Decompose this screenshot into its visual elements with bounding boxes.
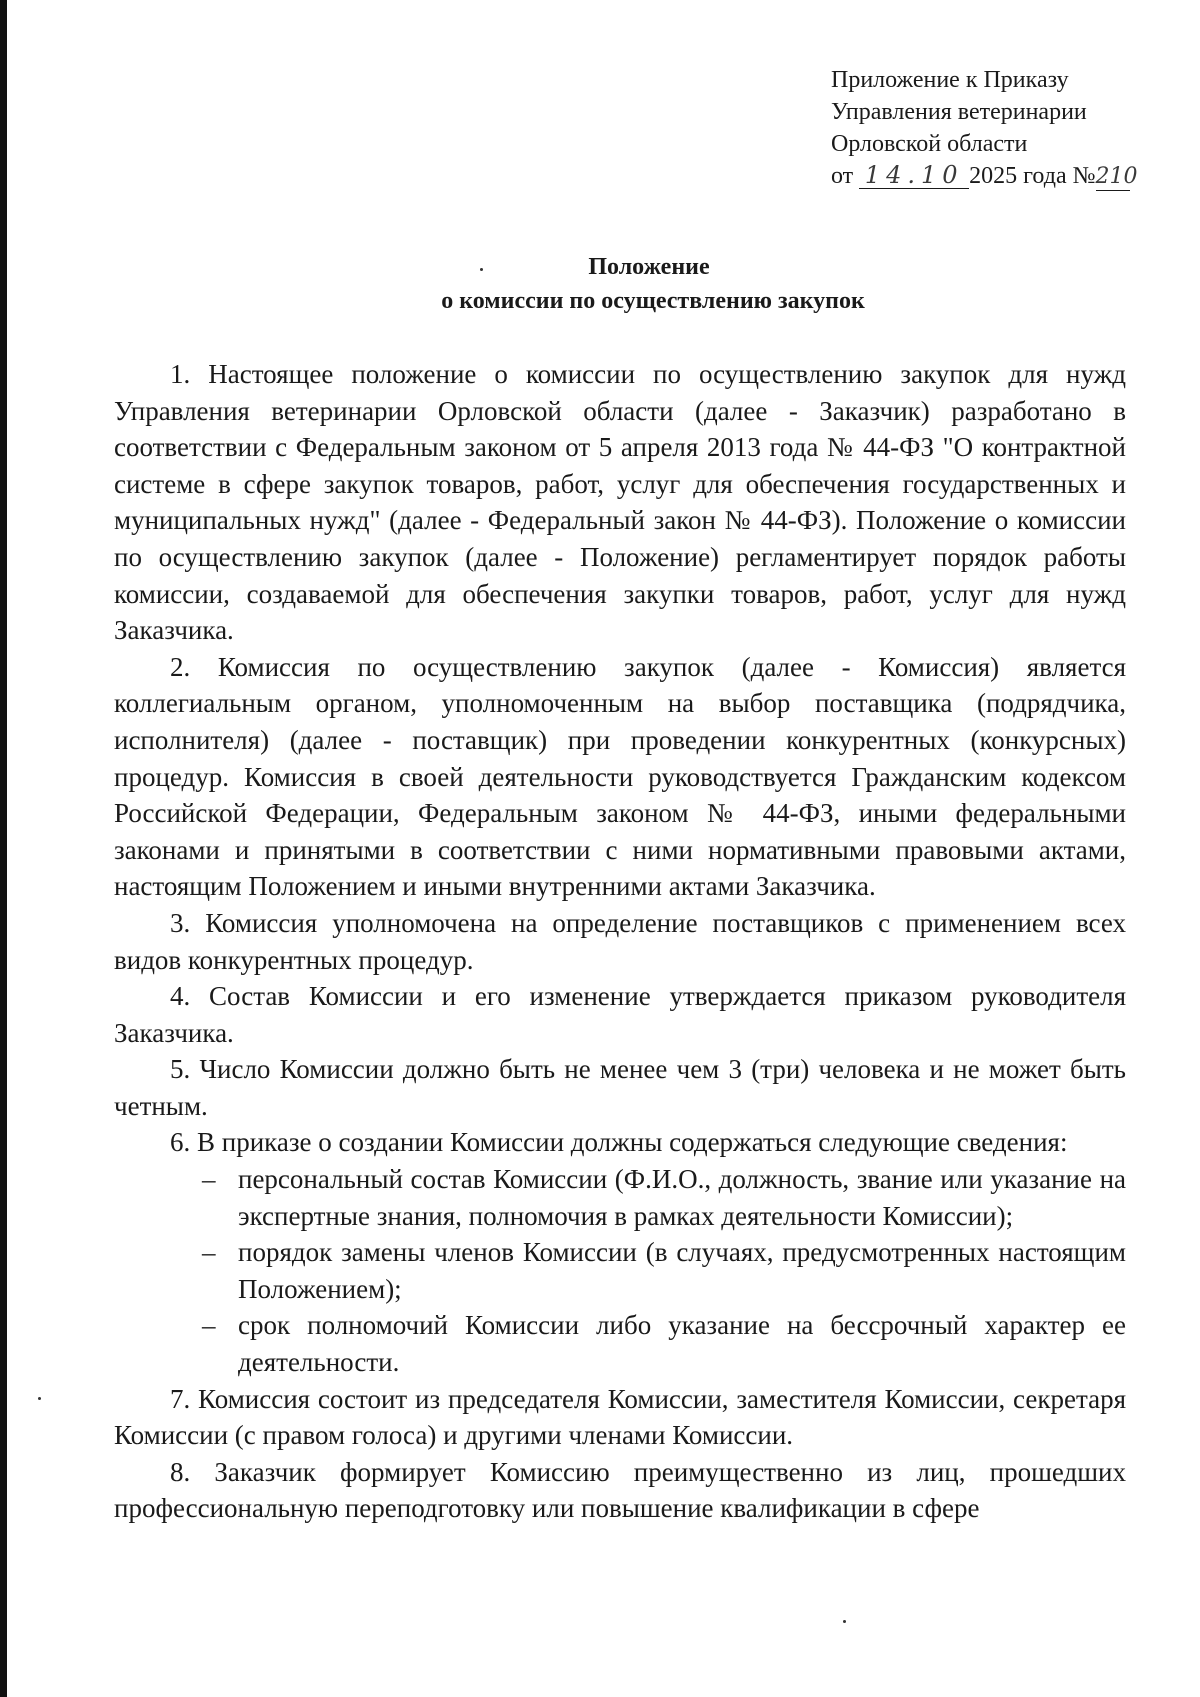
- title-line-2: о комиссии по осуществлению закупок: [441, 288, 865, 314]
- dash-icon: –: [202, 1237, 216, 1268]
- annex-block: [831, 64, 1171, 192]
- scan-speck: [480, 268, 483, 271]
- date-prefix: от: [831, 163, 854, 189]
- paragraph-7: 7. Комиссия состоит из председателя Комиссии, заместителя Комиссии, секретаря Комиссии (с правом голоса) и другими членами Комиссии.: [114, 1383, 1126, 1451]
- bullet-text: срок полномочий Комиссии либо указание на бессрочный характер ее деятельности.: [238, 1310, 1126, 1378]
- scan-speck: [38, 1397, 41, 1400]
- document-title: [0, 250, 1200, 318]
- paragraph-5: 5. Число Комиссии должно быть не менее чем 3 (три) человека и не может быть четным.: [114, 1054, 1126, 1121]
- bullet-item: [114, 1234, 1126, 1307]
- paragraph-3: 3. Комиссия уполномочена на определение поставщиков с применением всех видов конкурентных процедур.: [114, 907, 1126, 975]
- title-line-1: Положение: [588, 254, 710, 280]
- scan-speck: [843, 1620, 846, 1623]
- annex-date-line: [831, 160, 1171, 192]
- date-suffix: 2025 года №: [969, 163, 1096, 189]
- bullet-text: персональный состав Комиссии (Ф.И.О., должность, звание или указание на экспертные знания, полномочия в рамках деятельности Комиссии);: [238, 1164, 1126, 1231]
- handwritten-date: 14.10: [859, 162, 969, 189]
- annex-line-2: Управления ветеринарии: [831, 99, 1087, 125]
- bullet-item: [114, 1307, 1126, 1380]
- bullet-list: [114, 1161, 1126, 1381]
- paragraph-4: 4. Состав Комиссии и его изменение утверждается приказом руководителя Заказчика.: [114, 981, 1126, 1048]
- annex-line-3: Орловской области: [831, 131, 1028, 157]
- handwritten-order-number: 210: [1095, 164, 1138, 189]
- paragraph-6: 6. В приказе о создании Комиссии должны содержаться следующие сведения:: [170, 1127, 1068, 1158]
- dash-icon: –: [202, 1310, 216, 1341]
- paragraph-2: 2. Комиссия по осуществлению закупок (далее - Комиссия) является коллегиальным органом, уполномоченным на выбор поставщика (подрядчика, исполнителя) (далее - поставщик) при проведении конкурентных (конкурсных) процедур. Комиссия в своей деятельности руководствуется Гражданским кодексом Российской Федерации, Федеральным законом № 44-ФЗ, иными федеральными законами и принятыми в соответствии с ними нормативными правовыми актами, настоящим Положением и иными внутренними актами Заказчика.: [114, 651, 1126, 902]
- document-body: [114, 356, 1126, 1527]
- bullet-item: [114, 1161, 1126, 1234]
- paragraph-8: 8. Заказчик формирует Комиссию преимущественно из лиц, прошедших профессиональную переподготовку или повышение квалификации в сфере: [114, 1456, 1126, 1524]
- annex-line-1: Приложение к Приказу: [831, 67, 1069, 93]
- dash-icon: –: [202, 1164, 216, 1195]
- paragraph-1: 1. Настоящее положение о комиссии по осуществлению закупок для нужд Управления ветеринарии Орловской области (далее - Заказчик) разработано в соответствии с Федеральным законом от 5 апреля 2013 года № 44-ФЗ "О контрактной системе в сфере закупок товаров, работ, услуг для обеспечения государственных и муниципальных нужд" (далее - Федеральный закон № 44-ФЗ). Положение о комиссии по осуществлению закупок (далее - Положение) регламентирует порядок работы комиссии, создаваемой для обеспечения закупки товаров, работ, услуг для нужд Заказчика.: [114, 359, 1126, 646]
- bullet-text: порядок замены членов Комиссии (в случаях, предусмотренных настоящим Положением);: [238, 1237, 1126, 1304]
